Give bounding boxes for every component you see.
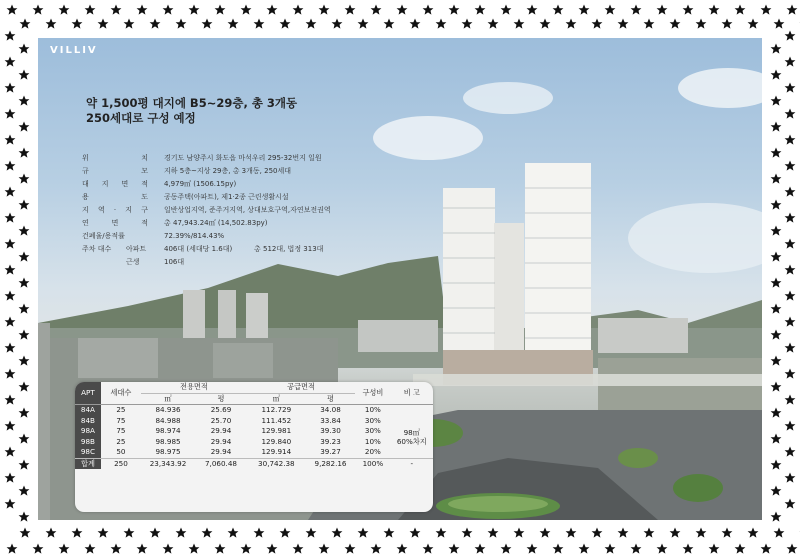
star-icon	[5, 135, 16, 145]
star-icon	[785, 473, 796, 483]
star-icon	[771, 408, 782, 418]
star-icon	[785, 161, 796, 171]
star-icon	[722, 19, 733, 29]
star-icon	[20, 19, 31, 29]
star-icon	[19, 148, 30, 158]
star-icon	[761, 544, 772, 554]
star-icon	[566, 19, 577, 29]
cell-total-sup-py: 9,282.16	[306, 458, 355, 469]
star-icon	[644, 19, 655, 29]
overview-value: 공동주택(아파트), 제1·2종 근린생활시설	[164, 193, 289, 201]
star-icon	[423, 544, 434, 554]
table-total-row	[75, 458, 433, 469]
star-icon	[785, 135, 796, 145]
star-icon	[59, 544, 70, 554]
parking-retail-label: 근생	[126, 258, 140, 266]
star-icon	[19, 252, 30, 262]
star-icon	[397, 5, 408, 15]
star-icon	[771, 122, 782, 132]
star-icon	[19, 460, 30, 470]
star-icon	[771, 174, 782, 184]
headline	[86, 96, 297, 126]
star-icon	[384, 528, 395, 538]
star-icon	[137, 5, 148, 15]
star-icon	[85, 5, 96, 15]
cell-note-empty	[391, 447, 433, 458]
star-icon	[785, 239, 796, 249]
star-icon	[631, 5, 642, 15]
overview-label: 연 면 적	[82, 219, 148, 227]
header-sup-py: 평	[327, 393, 334, 403]
header-ex-py: 평	[217, 393, 225, 403]
cell-units: 25	[116, 436, 126, 446]
star-icon	[384, 19, 395, 29]
header-exclusive: 전용면적	[180, 382, 208, 391]
star-icon	[5, 499, 16, 509]
headline-line-1: 약 1,500평 대지에 B5~29층, 총 3개동	[86, 96, 298, 110]
star-icon	[5, 161, 16, 171]
cell-note-empty	[391, 405, 433, 416]
star-icon	[670, 528, 681, 538]
star-icon	[553, 544, 564, 554]
overview-label: 규 모	[82, 167, 148, 175]
table-row	[75, 426, 433, 437]
star-icon	[33, 5, 44, 15]
star-icon	[5, 343, 16, 353]
cell-ex-py: 29.94	[210, 436, 232, 446]
star-icon	[501, 544, 512, 554]
star-icon	[771, 434, 782, 444]
star-icon	[785, 265, 796, 275]
star-icon	[19, 44, 30, 54]
cell-total-units: 250	[101, 458, 141, 469]
table-row	[75, 437, 433, 448]
star-icon	[566, 528, 577, 538]
star-icon	[215, 544, 226, 554]
star-icon	[771, 460, 782, 470]
star-icon	[488, 19, 499, 29]
star-icon	[5, 317, 16, 327]
star-icon	[785, 187, 796, 197]
star-icon	[19, 122, 30, 132]
star-icon	[785, 109, 796, 119]
overview-label: 대 지 면 적	[82, 180, 148, 188]
star-icon	[371, 544, 382, 554]
cell-type: 98C	[75, 447, 101, 458]
star-icon	[33, 544, 44, 554]
star-icon	[488, 528, 499, 538]
star-icon	[771, 200, 782, 210]
star-icon	[5, 213, 16, 223]
cell-note	[391, 426, 433, 447]
star-icon	[657, 544, 668, 554]
star-icon	[5, 83, 16, 93]
star-icon	[631, 544, 642, 554]
cell-ex-py: 29.94	[210, 426, 232, 435]
overview-label: 지 역 · 지 구	[82, 206, 148, 214]
table-row	[75, 405, 433, 416]
table-header-row	[75, 382, 433, 393]
cell-sup-m2: 129.914	[261, 447, 292, 456]
star-icon	[709, 544, 720, 554]
cell-total-ex-py: 7,060.48	[195, 458, 247, 469]
star-icon	[215, 5, 226, 15]
star-icon	[5, 265, 16, 275]
star-icon	[19, 408, 30, 418]
star-icon	[785, 291, 796, 301]
star-icon	[19, 486, 30, 496]
parking-apt-value: 406대 (세대당 1.6대)	[164, 245, 233, 253]
star-icon	[605, 544, 616, 554]
star-icon	[306, 528, 317, 538]
star-icon	[785, 499, 796, 509]
star-icon	[785, 213, 796, 223]
star-icon	[19, 96, 30, 106]
star-icon	[771, 382, 782, 392]
star-icon	[241, 544, 252, 554]
star-icon	[306, 19, 317, 29]
star-icon	[748, 19, 759, 29]
star-icon	[319, 544, 330, 554]
star-icon	[371, 5, 382, 15]
star-icon	[137, 544, 148, 554]
star-icon	[19, 512, 30, 522]
star-icon	[202, 19, 213, 29]
star-icon	[501, 5, 512, 15]
cell-sup-py: 33.84	[320, 415, 341, 425]
overview-value: 지하 5층~지상 29층, 총 3개동, 250세대	[164, 167, 291, 175]
cell-units: 25	[116, 405, 126, 414]
star-icon	[7, 5, 18, 15]
star-icon	[771, 252, 782, 262]
header-note: 비 고	[403, 387, 420, 397]
star-icon	[527, 5, 538, 15]
star-icon	[785, 317, 796, 327]
star-icon	[514, 19, 525, 29]
star-icon	[785, 421, 796, 431]
cell-total-ex-m2: 23,343.92	[141, 458, 195, 469]
star-icon	[410, 19, 421, 29]
star-icon	[228, 528, 239, 538]
star-icon	[722, 528, 733, 538]
cell-ex-m2: 98.975	[155, 447, 181, 456]
star-icon	[592, 19, 603, 29]
star-icon	[19, 382, 30, 392]
star-icon	[771, 44, 782, 54]
star-icon	[98, 528, 109, 538]
cell-sup-py: 39.30	[320, 426, 341, 435]
star-icon	[462, 19, 473, 29]
star-icon	[345, 544, 356, 554]
star-icon	[19, 356, 30, 366]
star-icon	[436, 528, 447, 538]
star-icon	[189, 544, 200, 554]
star-icon	[771, 330, 782, 340]
cell-type: 98A	[75, 426, 101, 437]
star-icon	[540, 528, 551, 538]
cell-sup-m2: 112.729	[261, 405, 292, 414]
note-line-1: 98㎡	[403, 427, 420, 437]
star-icon	[176, 528, 187, 538]
star-icon	[410, 528, 421, 538]
cell-ratio: 10%	[364, 436, 381, 446]
header-apt: APT	[75, 382, 101, 405]
star-icon	[19, 304, 30, 314]
star-icon	[267, 5, 278, 15]
cell-type: 84A	[75, 405, 101, 416]
star-icon	[5, 239, 16, 249]
star-icon	[5, 473, 16, 483]
star-icon	[475, 544, 486, 554]
star-icon	[785, 395, 796, 405]
star-icon	[618, 528, 629, 538]
cell-sup-m2: 129.981	[261, 426, 292, 435]
header-sup-sqm: ㎡	[272, 393, 280, 403]
star-icon	[280, 19, 291, 29]
star-icon	[785, 369, 796, 379]
star-icon	[475, 5, 486, 15]
overview-label: 위 치	[82, 154, 148, 162]
header-units: 세대수	[110, 387, 132, 397]
star-icon	[111, 5, 122, 15]
overview-label: 건폐율/용적률	[82, 232, 125, 240]
cell-sup-m2: 111.452	[261, 415, 292, 425]
star-icon	[787, 544, 798, 554]
cell-sup-py: 39.23	[320, 436, 341, 446]
star-icon	[19, 278, 30, 288]
star-icon	[124, 19, 135, 29]
star-icon	[540, 19, 551, 29]
cell-ex-py: 25.69	[210, 405, 232, 414]
star-icon	[358, 19, 369, 29]
star-icon	[748, 528, 759, 538]
cell-ex-m2: 84.988	[155, 415, 181, 425]
header-supply: 공급면적	[287, 382, 315, 391]
overview-value: 4,979㎡ (1506.15py)	[164, 180, 237, 188]
cell-ex-m2: 98.974	[155, 426, 181, 435]
header-ratio: 구성비	[362, 387, 384, 397]
star-icon	[20, 528, 31, 538]
table-row	[75, 447, 433, 458]
star-icon	[111, 544, 122, 554]
star-icon	[771, 486, 782, 496]
star-icon	[202, 528, 213, 538]
star-icon	[72, 19, 83, 29]
star-icon	[592, 528, 603, 538]
star-icon	[787, 5, 798, 15]
star-icon	[683, 544, 694, 554]
star-icon	[579, 544, 590, 554]
star-icon	[436, 19, 447, 29]
table-row	[75, 416, 433, 427]
rendering-panel	[38, 38, 762, 520]
cell-type: 98B	[75, 437, 101, 448]
star-icon	[5, 109, 16, 119]
parking-retail-value: 106대	[164, 258, 185, 266]
star-icon	[579, 5, 590, 15]
star-icon	[241, 5, 252, 15]
star-icon	[319, 5, 330, 15]
star-icon	[785, 57, 796, 67]
cell-note-empty	[391, 416, 433, 427]
star-icon	[5, 369, 16, 379]
star-icon	[228, 19, 239, 29]
star-icon	[696, 19, 707, 29]
star-icon	[785, 343, 796, 353]
star-icon	[785, 83, 796, 93]
brand-logo: VILLIV	[50, 45, 98, 56]
cell-sup-py: 39.27	[320, 447, 341, 456]
star-icon	[5, 291, 16, 301]
star-icon	[774, 19, 785, 29]
cell-total-ratio: 100%	[355, 458, 390, 469]
star-icon	[98, 19, 109, 29]
star-icon	[72, 528, 83, 538]
header-ex-sqm: ㎡	[164, 393, 172, 403]
star-icon	[5, 31, 16, 41]
parking-total: 총 512대, 법정 313대	[254, 245, 324, 253]
star-icon	[397, 544, 408, 554]
cell-units: 75	[116, 426, 126, 435]
cell-ratio: 10%	[364, 405, 381, 414]
star-icon	[709, 5, 720, 15]
star-icon	[5, 395, 16, 405]
star-icon	[332, 528, 343, 538]
star-icon	[59, 5, 70, 15]
star-icon	[657, 5, 668, 15]
cell-ratio: 20%	[364, 447, 381, 456]
star-icon	[618, 19, 629, 29]
star-icon	[771, 356, 782, 366]
star-icon	[176, 19, 187, 29]
headline-line-2: 250세대로 구성 예정	[86, 111, 196, 125]
star-icon	[163, 544, 174, 554]
star-icon	[696, 528, 707, 538]
star-icon	[293, 5, 304, 15]
cell-ratio: 30%	[364, 426, 381, 435]
star-icon	[345, 5, 356, 15]
star-icon	[19, 174, 30, 184]
star-icon	[761, 5, 772, 15]
star-icon	[254, 528, 265, 538]
star-icon	[774, 528, 785, 538]
star-icon	[462, 528, 473, 538]
star-icon	[423, 5, 434, 15]
cell-ex-m2: 98.985	[155, 436, 181, 446]
overview-label: 용 도	[82, 193, 148, 201]
cell-ratio: 30%	[364, 415, 381, 425]
star-icon	[5, 421, 16, 431]
star-icon	[163, 5, 174, 15]
star-icon	[267, 544, 278, 554]
star-icon	[332, 19, 343, 29]
cell-total-label: 합계	[75, 458, 101, 469]
star-icon	[605, 5, 616, 15]
star-icon	[358, 528, 369, 538]
parking-label: 주차 대수	[82, 245, 112, 253]
cell-sup-py: 34.08	[320, 405, 341, 414]
star-icon	[771, 304, 782, 314]
star-icon	[189, 5, 200, 15]
star-icon	[19, 226, 30, 236]
star-icon	[771, 96, 782, 106]
unit-table	[75, 382, 433, 512]
star-icon	[514, 528, 525, 538]
star-icon	[46, 19, 57, 29]
star-icon	[771, 278, 782, 288]
star-icon	[5, 187, 16, 197]
star-icon	[735, 5, 746, 15]
star-icon	[553, 5, 564, 15]
star-icon	[771, 512, 782, 522]
cell-type: 84B	[75, 416, 101, 427]
star-icon	[5, 57, 16, 67]
star-icon	[527, 544, 538, 554]
cell-ex-m2: 84.936	[155, 405, 181, 414]
cell-units: 75	[116, 415, 126, 425]
star-icon	[19, 70, 30, 80]
star-icon	[85, 544, 96, 554]
overview-value: 72.39%/814.43%	[164, 232, 225, 240]
overview-value: 경기도 남양주시 화도읍 마석우리 295-32번지 일원	[164, 154, 322, 162]
star-icon	[293, 544, 304, 554]
star-icon	[150, 528, 161, 538]
star-icon	[771, 226, 782, 236]
star-icon	[735, 544, 746, 554]
star-icon	[150, 19, 161, 29]
star-icon	[19, 200, 30, 210]
cell-ex-py: 25.70	[210, 415, 232, 425]
star-icon	[124, 528, 135, 538]
star-icon	[254, 19, 265, 29]
star-icon	[46, 528, 57, 538]
cell-sup-m2: 129.840	[261, 436, 292, 446]
star-icon	[5, 447, 16, 457]
star-icon	[280, 528, 291, 538]
star-icon	[785, 447, 796, 457]
overview-value: 일반상업지역, 준주거지역, 상대보호구역,자연보전권역	[164, 206, 331, 214]
star-icon	[670, 19, 681, 29]
star-icon	[449, 5, 460, 15]
cell-total-sup-m2: 30,742.38	[247, 458, 306, 469]
star-icon	[19, 330, 30, 340]
cell-ex-py: 29.94	[210, 447, 232, 456]
star-icon	[771, 70, 782, 80]
cell-units: 50	[116, 447, 126, 456]
cell-total-note: -	[391, 458, 433, 469]
star-icon	[644, 528, 655, 538]
star-icon	[19, 434, 30, 444]
parking-apt-label: 아파트	[126, 245, 147, 253]
star-icon	[785, 31, 796, 41]
star-icon	[7, 544, 18, 554]
star-icon	[683, 5, 694, 15]
overview-value: 총 47,943.24㎡ (14,502.83py)	[164, 219, 268, 227]
note-line-2: 60%차지	[396, 436, 427, 446]
star-icon	[771, 148, 782, 158]
star-icon	[449, 544, 460, 554]
